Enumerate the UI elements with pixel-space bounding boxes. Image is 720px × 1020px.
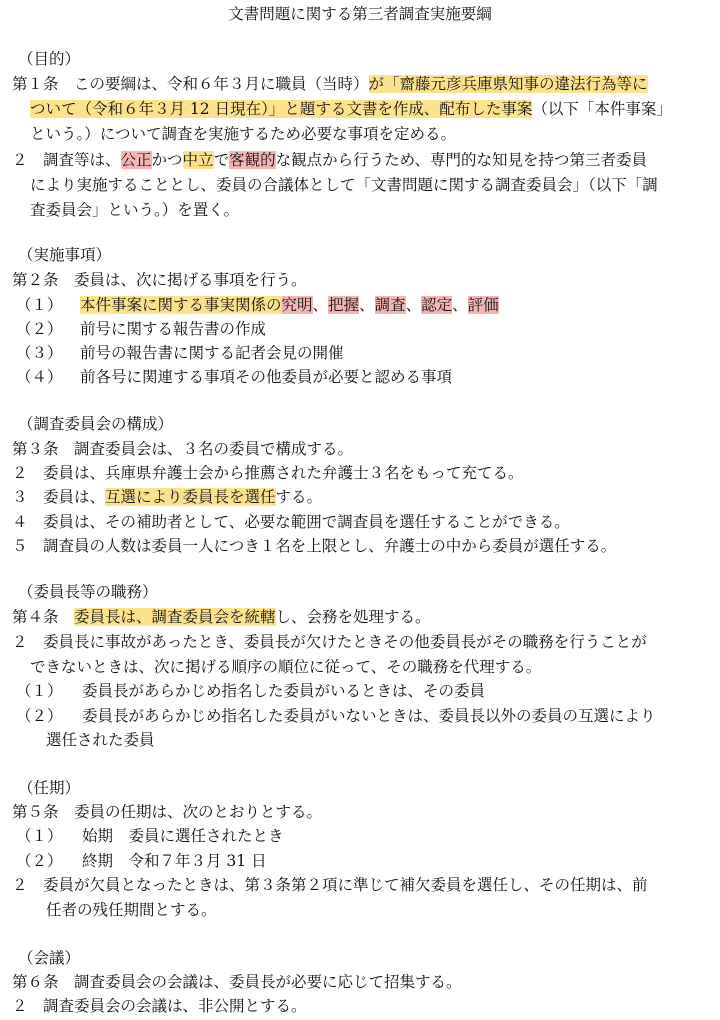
highlight-facts: 本件事案に関する事実関係の [80,296,282,314]
para-text: な観点から行うため、専門的な知見を持つ第三者委員 [275,151,647,169]
article-2-item-2: 前号に関する報告書の作成 [80,320,267,338]
article-4-line-3: できないときは、次に掲げる順序の順位に従って、その職務を代理する。 [30,658,542,676]
article-1-para-2-line-3: 査委員会」という。）を置く。 [30,201,239,219]
highlight-title-ref: が「齋藤元彦兵庫県知事の違法行為等に [368,75,648,93]
section-heading-implementation: （実施事項） [18,246,112,264]
article-4-item-2-number: （２） [16,707,63,725]
article-1-para-2-line-1 [12,148,647,172]
para-text: し、会務を処理する。 [275,608,431,626]
article-5-item-2-number: （２） [16,852,63,870]
para-text: で [213,151,230,169]
article-1-line-1 [12,72,648,96]
comma: 、 [312,296,329,314]
article-3-line-4: ４ 委員は、その補助者として、必要な範囲で調査員を選任することができる。 [12,513,570,531]
article-3-line-5: ５ 調査員の人数は委員一人につき１名を上限とし、弁護士の中から委員が選任する。 [12,537,617,555]
article-5-line-3: 任者の残任期間とする。 [46,901,217,919]
article-5-item-2: 終期 令和７年３月 31 日 [82,852,267,870]
article-4-item-2-cont: 選任された委員 [46,731,155,749]
article-5-item-1-number: （１） [16,827,63,845]
article-2-item-2-number: （２） [16,320,63,338]
para-text: 第４条 [12,608,75,626]
section-heading-composition: （調査委員会の構成） [18,415,174,433]
article-1-line-3: という。）について調査を実施するため必要な事項を定める。 [30,125,456,143]
highlight-grasp: 把握 [328,296,360,314]
article-2-line-1: 第２条 委員は、次に掲げる事項を行う。 [12,271,307,289]
highlight-fair: 公正 [120,151,152,169]
article-1-text: 第１条 この要綱は、令和６年３月に職員（当時） [12,75,369,93]
highlight-evaluation: 評価 [467,296,499,314]
highlight-chair-election: 互選により委員長を選任 [105,488,276,506]
article-6-line-1: 第６条 調査委員会の会議は、委員長が必要に応じて招集する。 [12,973,462,991]
article-1-para-2-line-2: により実施することとし、委員の合議体として「文書問題に関する調査委員会」（以下「調 [30,176,658,194]
article-4-line-1 [12,605,431,629]
highlight-chair-oversees: 委員長は、調査委員会を統轄 [74,608,276,626]
article-4-item-1: 委員長があらかじめ指名した委員がいるときは、その委員 [82,682,486,700]
article-4-item-2: 委員長があらかじめ指名した委員がいないときは、委員長以外の委員の互選により [82,707,656,725]
article-2-item-4: 前各号に関連する事項その他委員が必要と認める事項 [80,368,453,386]
highlight-neutral: 中立 [182,151,214,169]
article-6-line-2: ２ 調査委員会の会議は、非公開とする。 [12,997,307,1015]
article-5-line-1: 第５条 委員の任期は、次のとおりとする。 [12,803,323,821]
article-1-text: （以下「本件事案」 [532,100,672,118]
highlight-finding: 認定 [421,296,453,314]
article-2-item-3-number: （３） [16,344,63,362]
comma: 、 [405,296,422,314]
section-heading-chair-duties: （委員長等の職務） [18,583,158,601]
article-2-item-1-number: （１） [16,296,63,314]
highlight-survey: 調査 [374,296,406,314]
para-text: ２ 調査等は、 [12,151,121,169]
article-3-line-2: ２ 委員は、兵庫県弁護士会から推薦された弁護士３名をもって充てる。 [12,464,524,482]
article-2-item-3: 前号の報告書に関する記者会見の開催 [80,344,344,362]
article-2-item-1 [80,293,499,317]
para-text: ３ 委員は、 [12,488,106,506]
comma: 、 [452,296,468,314]
highlight-objective: 客観的 [229,151,276,169]
highlight-investigate: 究明 [281,296,313,314]
para-text: する。 [275,488,323,506]
comma: 、 [359,296,375,314]
article-4-line-2: ２ 委員長に事故があったとき、委員長が欠けたときその他委員長がその職務を行うことが [12,633,647,651]
article-1-line-2 [30,97,672,121]
article-3-line-1: 第３条 調査委員会は、３名の委員で構成する。 [12,440,354,458]
section-heading-term: （任期） [18,779,81,797]
section-heading-meeting: （会議） [18,949,81,967]
highlight-document-event: ついて（令和６年３月 12 日現在）」と題する文書を作成、配布した事案 [30,100,533,118]
section-heading-purpose: （目的） [18,50,81,68]
article-5-line-2: ２ 委員が欠員となったときは、第３条第２項に準じて補欠委員を選任し、その任期は、前 [12,876,648,894]
article-5-item-1: 始期 委員に選任されたとき [82,827,284,845]
article-3-line-3 [12,485,322,509]
document-title: 文書問題に関する第三者調査実施要綱 [228,5,492,23]
para-text: かつ [151,151,183,169]
article-4-item-1-number: （１） [16,682,63,700]
article-2-item-4-number: （４） [16,368,63,386]
